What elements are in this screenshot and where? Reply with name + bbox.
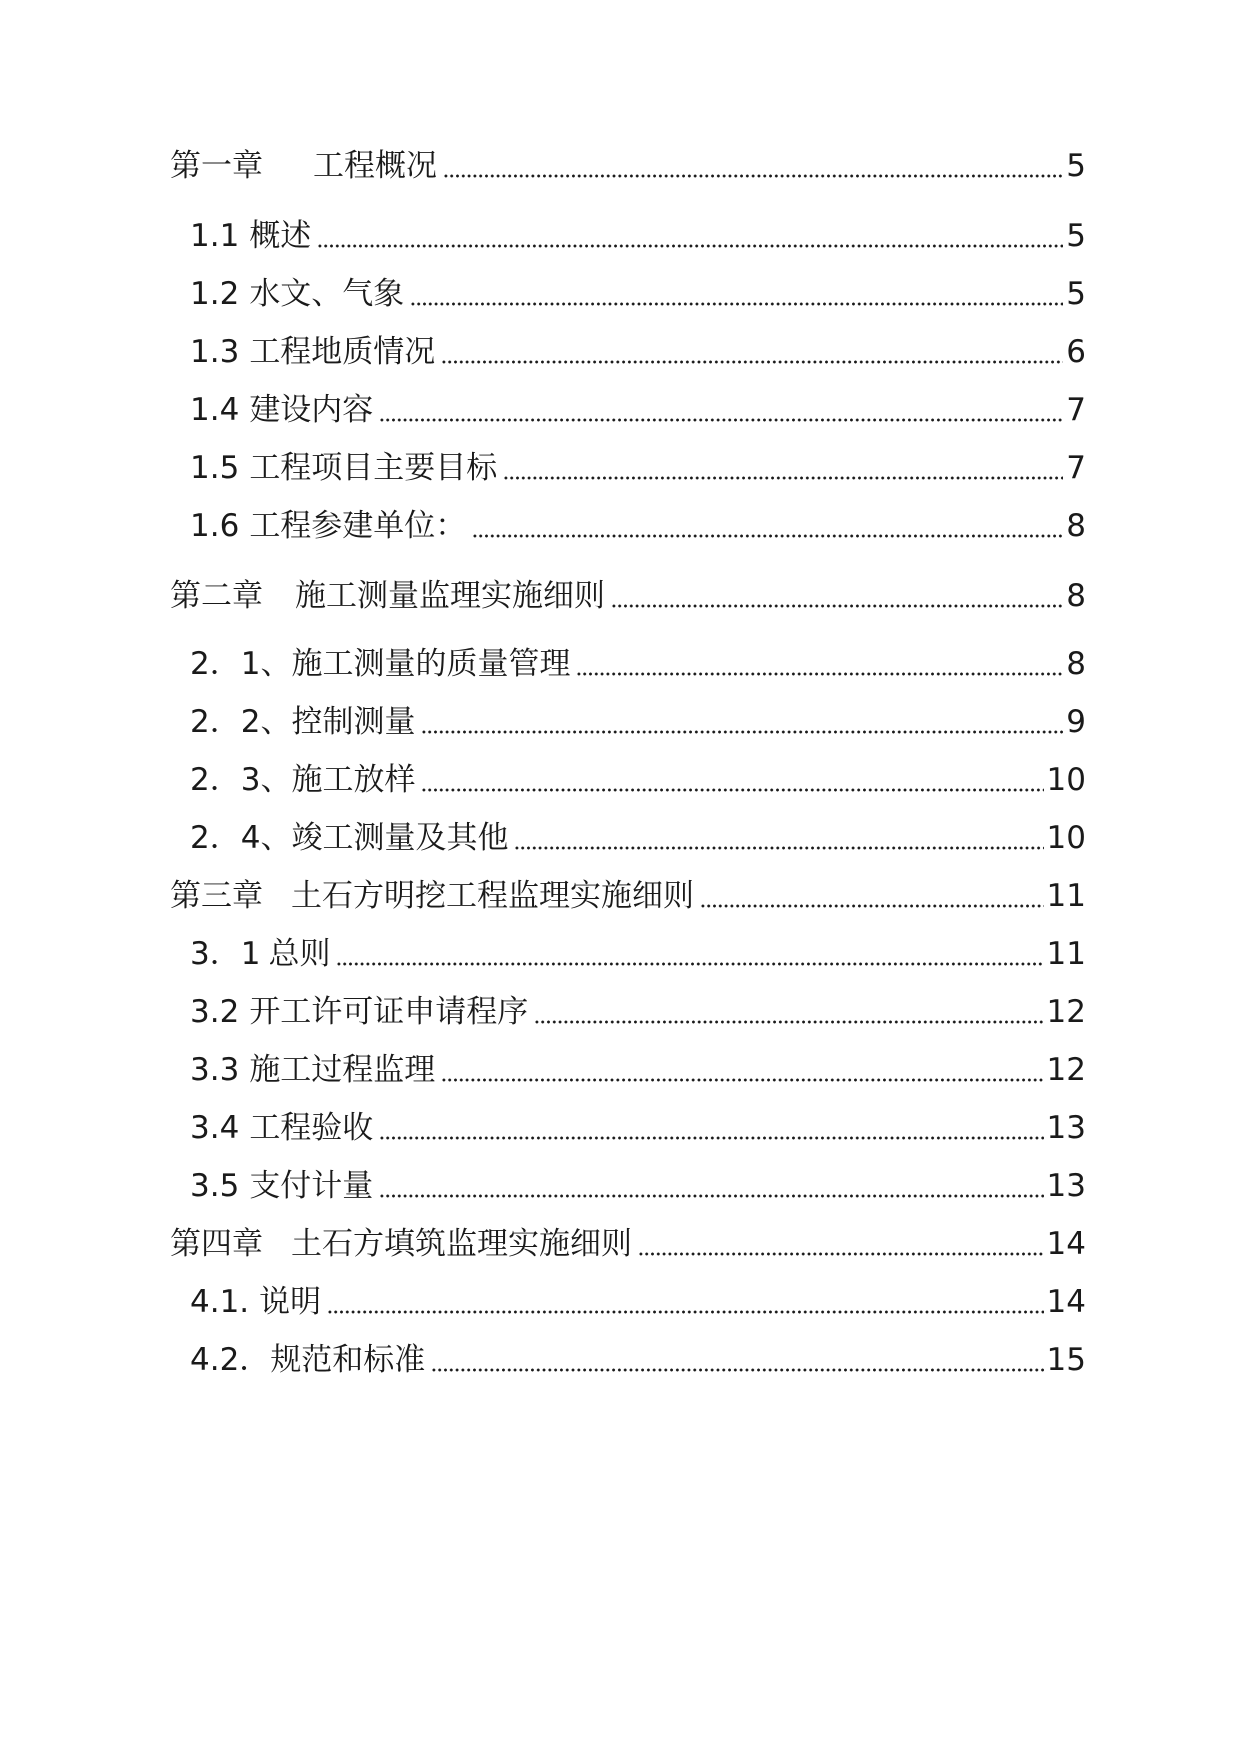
toc-entry-number: 第三章 — [170, 878, 263, 914]
toc-entry-number: 2．2、 — [190, 704, 292, 740]
toc-entry-label — [170, 146, 437, 186]
dot-leader — [514, 845, 1043, 851]
toc-entry-label — [170, 1224, 632, 1264]
toc-entry-title: 水文、气象 — [249, 276, 405, 312]
dot-leader — [576, 671, 1063, 677]
dot-leader — [431, 1367, 1043, 1373]
toc-page-number: 12 — [1046, 1052, 1086, 1088]
toc-page-number: 5 — [1066, 276, 1086, 312]
toc-section-entry[interactable] — [190, 1340, 1086, 1380]
toc-entry-label — [190, 702, 415, 742]
toc-entry-label — [190, 448, 497, 488]
toc-entry-number: 1.4 — [190, 392, 240, 428]
toc-page-number: 7 — [1066, 392, 1086, 428]
toc-entry-label — [190, 390, 373, 430]
dot-leader — [534, 1019, 1043, 1025]
toc-entry-label — [190, 934, 330, 974]
toc-entry-label — [170, 576, 605, 616]
toc-section-entry[interactable] — [190, 1050, 1086, 1090]
toc-entry-label — [190, 1166, 373, 1206]
toc-entry-title: 总则 — [268, 936, 331, 972]
toc-entry-title: 施工放样 — [291, 762, 416, 798]
toc-entry-number: 3.5 — [190, 1168, 240, 1204]
toc-page-number: 7 — [1066, 450, 1086, 486]
toc-entry-title: 工程概况 — [313, 148, 437, 184]
toc-page-number: 12 — [1046, 994, 1086, 1030]
dot-leader — [443, 173, 1063, 179]
toc-entry-label — [190, 818, 508, 858]
toc-section-entry[interactable] — [190, 216, 1086, 256]
toc-page-number: 6 — [1066, 334, 1086, 370]
toc-entry-number: 2．4、 — [190, 820, 292, 856]
toc-section-entry[interactable] — [190, 1108, 1086, 1148]
toc-entry-number: 第四章 — [170, 1226, 263, 1262]
toc-entry-label — [190, 760, 415, 800]
toc-entry-label — [190, 1108, 373, 1148]
toc-section-entry[interactable] — [190, 818, 1086, 858]
toc-page-number: 14 — [1046, 1284, 1086, 1320]
toc-entry-title: 竣工测量及其他 — [291, 820, 509, 856]
toc-entry-label — [190, 506, 466, 546]
toc-entry-title: 施工测量监理实施细则 — [295, 578, 605, 614]
dot-leader — [611, 603, 1063, 609]
toc-page-number: 5 — [1066, 218, 1086, 254]
toc-entry-number: 2．1、 — [190, 646, 292, 682]
dot-leader — [327, 1309, 1043, 1315]
toc-entry-number: 第一章 — [170, 148, 263, 184]
toc-entry-number: 1.6 — [190, 508, 240, 544]
toc-entry-number: 1.5 — [190, 450, 240, 486]
toc-section-entry[interactable] — [190, 274, 1086, 314]
toc-section-entry[interactable] — [190, 332, 1086, 372]
toc-page-number: 10 — [1046, 820, 1086, 856]
toc-section-entry[interactable] — [190, 702, 1086, 742]
toc-page-number: 11 — [1046, 936, 1086, 972]
toc-chapter-entry[interactable] — [170, 146, 1086, 186]
toc-entry-number: 第二章 — [170, 578, 263, 614]
toc-entry-title: 开工许可证申请程序 — [249, 994, 529, 1030]
toc-entry-label — [190, 992, 528, 1032]
toc-section-entry[interactable] — [190, 1166, 1086, 1206]
toc-section-entry[interactable] — [190, 390, 1086, 430]
toc-page-number: 11 — [1046, 878, 1086, 914]
toc-entry-label — [190, 1050, 435, 1090]
toc-entry-label — [190, 1282, 321, 1322]
toc-section-entry[interactable] — [190, 506, 1086, 546]
toc-entry-title: 工程项目主要目标 — [249, 450, 498, 486]
toc-entry-number: 1.1 — [190, 218, 240, 254]
dot-leader — [638, 1251, 1044, 1257]
toc-entry-title: 概述 — [249, 218, 312, 254]
toc-entry-title: 支付计量 — [249, 1168, 374, 1204]
dot-leader — [379, 417, 1063, 423]
toc-page-number: 13 — [1046, 1168, 1086, 1204]
dot-leader — [379, 1135, 1043, 1141]
dot-leader — [441, 1077, 1043, 1083]
toc-entry-title: 施工测量的质量管理 — [291, 646, 571, 682]
toc-page-number: 15 — [1046, 1342, 1086, 1378]
toc-entry-label — [190, 332, 435, 372]
toc-entry-label — [190, 274, 404, 314]
toc-entry-number: 3.2 — [190, 994, 240, 1030]
toc-entry-number: 3．1 — [190, 936, 261, 972]
dot-leader — [379, 1193, 1043, 1199]
toc-page-number: 8 — [1066, 508, 1086, 544]
toc-section-entry[interactable] — [190, 760, 1086, 800]
toc-page-number: 14 — [1046, 1226, 1086, 1262]
toc-entry-title: 土石方填筑监理实施细则 — [291, 1226, 632, 1262]
toc-section-entry[interactable] — [190, 644, 1086, 684]
toc-chapter-entry[interactable] — [170, 876, 1086, 916]
toc-entry-number: 3.4 — [190, 1110, 240, 1146]
dot-leader — [700, 903, 1044, 909]
toc-chapter-entry[interactable] — [170, 576, 1086, 616]
toc-entry-title: 控制测量 — [291, 704, 416, 740]
dot-leader — [421, 729, 1063, 735]
toc-page-number: 5 — [1066, 148, 1086, 184]
dot-leader — [317, 243, 1063, 249]
toc-entry-title: 土石方明挖工程监理实施细则 — [291, 878, 694, 914]
toc-entry-number: 1.2 — [190, 276, 240, 312]
toc-entry-title: 建设内容 — [249, 392, 374, 428]
toc-entry-label — [170, 876, 694, 916]
toc-entry-title: 施工过程监理 — [249, 1052, 436, 1088]
toc-page-number: 13 — [1046, 1110, 1086, 1146]
toc-entry-title: 工程参建单位： — [249, 508, 467, 544]
toc-section-entry[interactable] — [190, 448, 1086, 488]
toc-page-number: 8 — [1066, 578, 1086, 614]
toc-page-number: 10 — [1046, 762, 1086, 798]
toc-section-entry[interactable] — [190, 934, 1086, 974]
toc-entry-label — [190, 644, 570, 684]
dot-leader — [410, 301, 1063, 307]
dot-leader — [503, 475, 1063, 481]
dot-leader — [421, 787, 1043, 793]
toc-entry-label — [190, 216, 311, 256]
toc-entry-number: 2．3、 — [190, 762, 292, 798]
dot-leader — [441, 359, 1063, 365]
toc-entry-number: 4.2． — [190, 1342, 271, 1378]
toc-chapter-entry[interactable] — [170, 1224, 1086, 1264]
toc-entry-number: 4.1. — [190, 1284, 250, 1320]
toc-entry-number: 3.3 — [190, 1052, 240, 1088]
toc-entry-number: 1.3 — [190, 334, 240, 370]
toc-section-entry[interactable] — [190, 1282, 1086, 1322]
toc-page-number: 9 — [1066, 704, 1086, 740]
dot-leader — [336, 961, 1043, 967]
toc-entry-label — [190, 1340, 425, 1380]
toc-entry-title: 工程验收 — [249, 1110, 374, 1146]
toc-section-entry[interactable] — [190, 992, 1086, 1032]
toc-page-number: 8 — [1066, 646, 1086, 682]
dot-leader — [472, 533, 1063, 539]
toc-entry-title: 工程地质情况 — [249, 334, 436, 370]
toc-entry-title: 说明 — [259, 1284, 322, 1320]
toc-entry-title: 规范和标准 — [270, 1342, 426, 1378]
